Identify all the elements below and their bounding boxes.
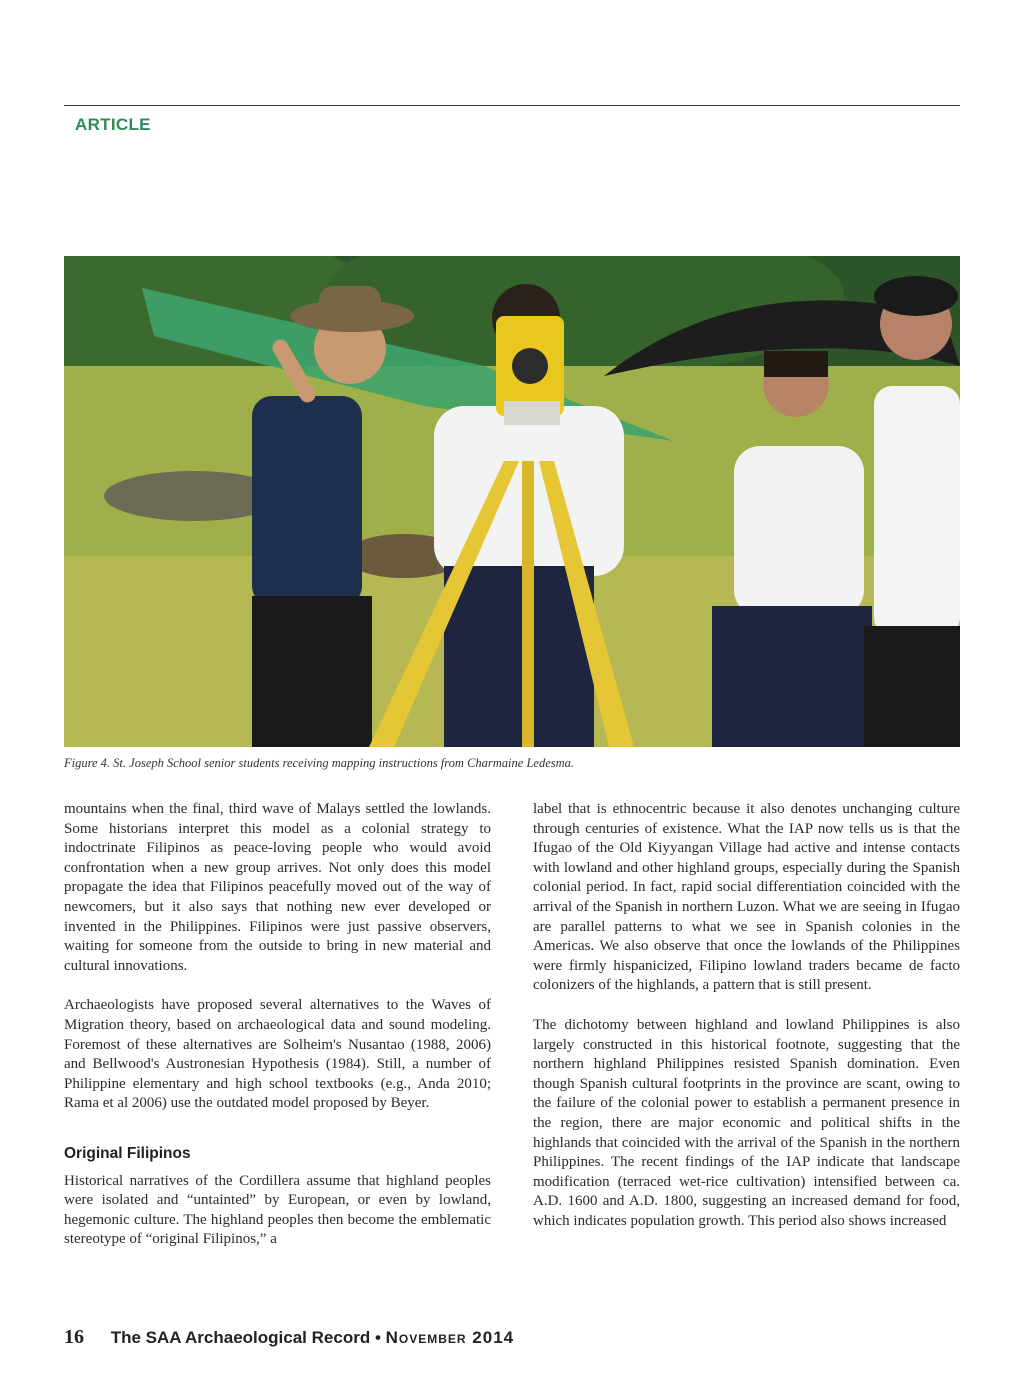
right-column [533,800,960,1251]
body-paragraph: mountains when the final, third wave of Malays settled the lowlands. Some historians interpret this model as a colonial strategy to indoctrinate Filipinos as peace-loving people who would avoid confrontation when a new group arrives. Not only does this model propagate the idea that Filipinos peacefully moved out of the way of newcomers, but it also says that nothing new ever developed or invented in the Philippines. Filipinos were just passive observers, waiting for someone from the outside to bring in new material and cultural innovations. [64,801,491,974]
issue-date: November 2014 [385,1328,515,1347]
footer-separator: • [374,1328,381,1347]
section-heading: Original Filipinos [64,1144,191,1162]
section-label: ARTICLE [75,115,151,134]
body-paragraph: Historical narratives of the Cordillera assume that highland peoples were isolated and “untainted” by European, or even by lowland, hegemonic culture. The highland peoples then become the emblematic stereotype of “original Filipinos,” a [64,1172,491,1248]
body-paragraph: label that is ethnocentric because it also denotes unchanging culture through centuries of existence. What the IAP now tells us is that the Ifugao of the Old Kiyyangan Village had active and intense contacts with lowland and other highland groups, especially during the Spanish colonial period. In fact, rapid social differentiation coincided with the arrival of the Spanish in northern Luzon. What we are seeing in Ifugao are parallel patterns to what we see in Spanish colonies in the Americas. We also observe that once the lowlands of the Philippines were firmly hispanicized, Filipino lowland traders became de facto colonizers of the highlands, a pattern that is still present. [533,801,960,994]
body-paragraph: Archaeologists have proposed several alternatives to the Waves of Migration theory, based on archaeological data and sound modeling. Foremost of these alternatives are Solheim's Nusantao (1988, 2006) and Bellwood's Austronesian Hypothesis (1984). Still, a number of Philippine elementary and high school textbooks (e.g., Anda 2010; Rama et al 2006) use the outdated model proposed by Beyer. [64,997,491,1112]
journal-title: The SAA Archaeological Record [110,1328,371,1347]
header-rule [64,105,960,106]
page-number: 16 [64,1326,84,1348]
page-footer [64,1326,514,1349]
figure-caption: Figure 4. St. Joseph School senior students receiving mapping instructions from Charmaine Ledesma. [64,756,575,770]
left-column [64,800,491,1270]
figure-photo [64,256,960,747]
body-paragraph: The dichotomy between highland and lowland Philippines is also largely constructed in this historical footnote, suggesting that the northern highland Philippines resisted Spanish domination. Even though Spanish cultural footprints in the province are scant, owing to the failure of the colonial power to establish a permanent presence in the region, there are major economic and political shifts in the highlands that coincided with the arrival of the Spanish in the northern Philippines. The recent findings of the IAP indicate that landscape modification (terraced wet-rice cultivation) intensified between ca. A.D. 1600 and A.D. 1800, suggesting an increased demand for food, which indicates population growth. This period also shows increased [533,1016,960,1229]
